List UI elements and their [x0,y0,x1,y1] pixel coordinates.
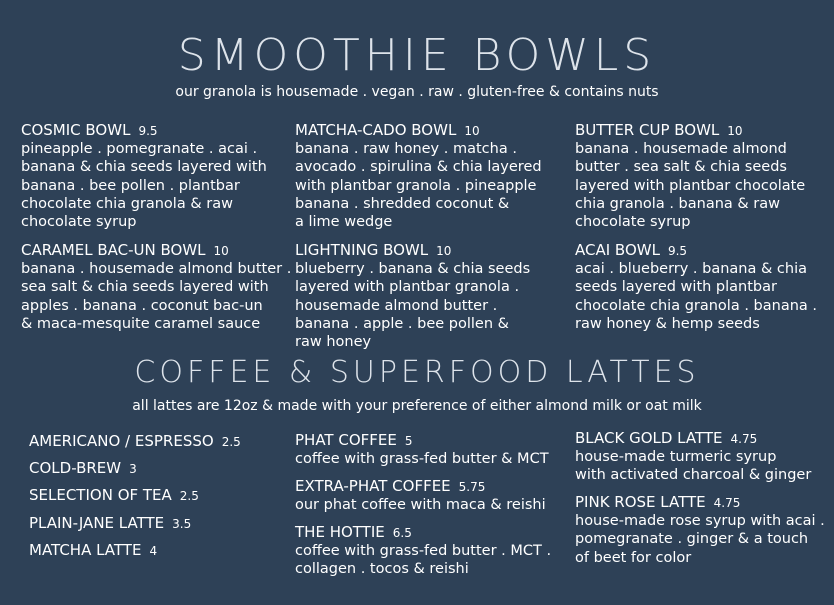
description-line: banana . bee pollen . plantbar [21,177,240,194]
item-name: LIGHTNING BOWL [295,241,429,259]
menu-item [575,121,834,231]
description-line: house-made rose syrup with acai . [575,513,825,529]
description-line: housemade almond butter . [295,297,498,314]
item-name: THE HOTTIE [295,523,385,541]
description-line: banana . raw honey . matcha . [295,141,517,157]
menu-item [295,477,575,514]
item-name: BUTTER CUP BOWL [575,121,720,139]
item-name: AMERICANO / ESPRESSO [29,432,214,450]
item-header [295,477,575,496]
description-line: our phat coffee with maca & reishi [295,497,546,513]
item-name: MATCHA-CADO BOWL [295,121,457,139]
item-name: BLACK GOLD LATTE [575,429,723,447]
description-line: raw honey [295,334,372,351]
item-price: 10 [213,244,229,258]
description-line: blueberry . banana & chia seeds [295,261,531,277]
item-name: ACAI BOWL [575,241,660,259]
description-line: of beet for color [575,549,692,566]
simple-menu-item [29,459,137,477]
simple-menu-item [29,514,191,532]
item-header [575,493,834,512]
item-name: PHAT COFFEE [295,431,397,449]
item-description [575,512,834,567]
description-line: raw honey & hemp seeds [575,315,760,332]
menu-item [575,493,834,567]
lattes-subtitle: all lattes are 12oz & made with your preference of either almond milk or oat milk [132,398,702,414]
description-line: banana & chia seeds layered with [21,159,267,176]
description-line: layered with plantbar chocolate [575,177,806,194]
description-line: chocolate syrup [575,214,691,231]
item-name: MATCHA LATTE [29,541,142,559]
simple-menu-item [29,541,157,559]
menu-item [575,429,834,485]
item-name: CARAMEL BAC-UN BOWL [21,241,206,259]
description-line: banana . housemade almond [575,141,787,157]
menu-item [295,523,575,579]
description-line: avocado . spirulina & chia layered [295,159,542,176]
item-header [575,121,834,140]
description-line: pomegranate . ginger & a touch [575,531,809,548]
smoothie-bowls-subtitle: our granola is housemade . vegan . raw . gluten-free & contains nuts [175,84,659,100]
description-line: chocolate syrup [21,214,137,231]
item-price: 10 [464,124,480,138]
menu-item [295,121,575,231]
item-price: 10 [727,124,743,138]
description-line: apples . banana . coconut bac-un [21,297,263,314]
item-header [295,431,575,450]
description-line: coffee with grass-fed butter & MCT [295,451,549,467]
description-line: with activated charcoal & ginger [575,467,812,484]
menu-item [21,241,301,333]
description-line: pineapple . pomegranate . acai . [21,141,258,157]
simple-menu-item [29,486,199,504]
item-price: 6.5 [392,526,412,540]
description-line: with plantbar granola . pineapple [295,177,537,194]
item-price: 3 [129,462,137,476]
description-line: butter . sea salt & chia seeds [575,159,787,176]
simple-menu-item [29,432,241,450]
item-description [295,260,575,351]
description-line: acai . blueberry . banana & chia [575,261,807,277]
item-header [295,241,575,260]
menu-item [575,241,834,333]
item-description [575,140,834,231]
description-line: layered with plantbar granola . [295,279,520,296]
item-header [575,241,834,260]
description-line: chocolate chia granola . banana . [575,297,818,314]
description-line: collagen . tocos & reishi [295,561,469,578]
item-header [575,429,834,448]
item-description [295,140,575,231]
item-header [295,523,575,542]
item-description [295,450,575,468]
item-price: 4.75 [713,496,741,510]
description-line: chocolate chia granola & raw [21,195,233,212]
item-header [295,121,575,140]
description-line: banana . apple . bee pollen & [295,315,509,332]
item-price: 5 [404,434,413,448]
description-line: sea salt & chia seeds layered with [21,279,269,296]
item-price: 9.5 [138,124,158,138]
item-price: 5.75 [458,480,486,494]
lattes-title: COFFEE & SUPERFOOD LATTES [134,355,700,390]
menu-item [21,121,301,231]
item-name: PINK ROSE LATTE [575,493,706,511]
item-name: PLAIN-JANE LATTE [29,514,165,532]
item-description [21,260,301,333]
description-line: banana . housemade almond butter . [21,261,292,277]
description-line: banana . shredded coconut & [295,195,510,212]
item-description [295,542,575,579]
item-price: 10 [436,244,452,258]
item-header [21,121,301,140]
menu-item [295,431,575,468]
item-price: 2.5 [179,489,199,503]
item-name: EXTRA-PHAT COFFEE [295,477,451,495]
item-price: 2.5 [221,435,241,449]
description-line: house-made turmeric syrup [575,449,777,465]
item-name: COSMIC BOWL [21,121,131,139]
smoothie-bowls-title: SMOOTHIE BOWLS [177,30,657,81]
item-name: SELECTION OF TEA [29,486,172,504]
item-price: 9.5 [667,244,688,258]
item-price: 3.5 [172,517,192,531]
description-line: seeds layered with plantbar [575,279,777,296]
item-description [295,496,575,514]
description-line: chia granola . banana & raw [575,195,781,212]
description-line: coffee with grass-fed butter . MCT . [295,543,552,559]
description-line: & maca-mesquite caramel sauce [21,315,261,332]
item-description [575,448,834,485]
item-description [575,260,834,333]
menu-item [295,241,575,351]
item-description [21,140,301,231]
item-name: COLD-BREW [29,459,122,477]
item-price: 4 [149,544,158,558]
description-line: a lime wedge [295,214,393,231]
item-price: 4.75 [730,432,758,446]
item-header [21,241,301,260]
